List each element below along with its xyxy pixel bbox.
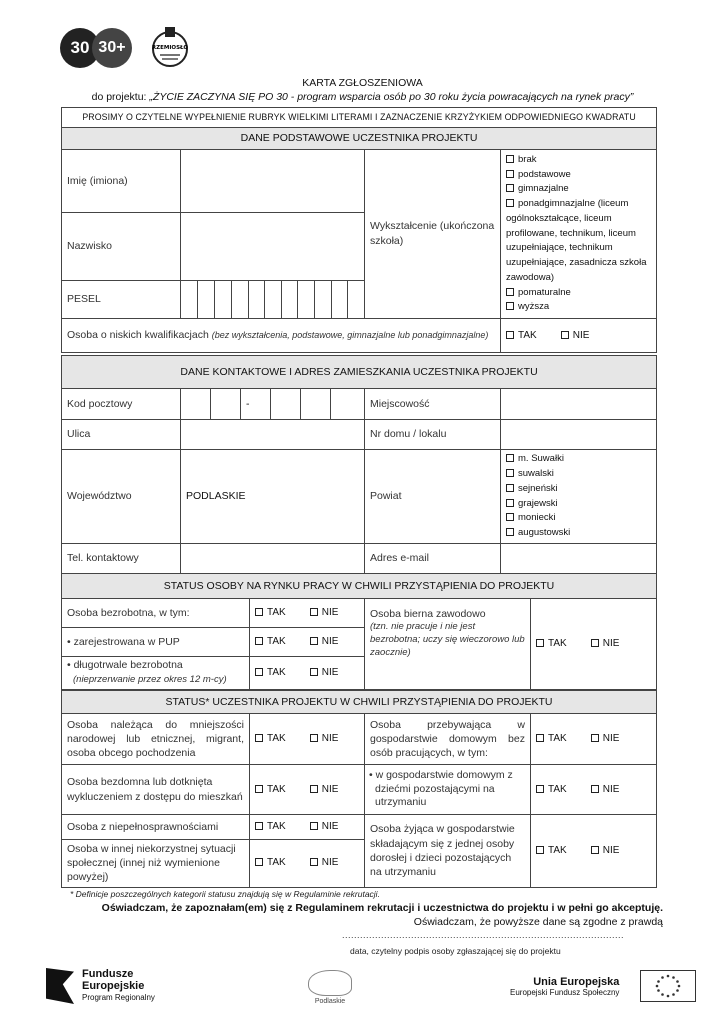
- eu-text-logo: [510, 976, 619, 997]
- disabled-choice: TAK NIE: [250, 815, 365, 840]
- checkbox-yes[interactable]: [255, 785, 263, 793]
- badge-30-plus: 30+: [92, 28, 132, 68]
- registered-choice: TAK NIE: [250, 628, 365, 657]
- jobless-household-choice: TAK NIE: [531, 714, 657, 765]
- basic-data-table: [61, 107, 657, 353]
- pesel-digit[interactable]: [315, 281, 332, 319]
- inactive-note: (tzn. nie pracuje i nie jest bezrobotna; uczy się wieczorowo lub zaocznie): [370, 621, 525, 658]
- last-name-label: Nazwisko: [62, 213, 181, 281]
- county-option[interactable]: augustowski: [506, 526, 651, 541]
- postal-digit[interactable]: [181, 389, 211, 420]
- pesel-digit[interactable]: [198, 281, 215, 319]
- postal-code-label: Kod pocztowy: [62, 389, 181, 420]
- email-field[interactable]: [501, 544, 657, 574]
- checkbox-yes[interactable]: [536, 734, 544, 742]
- instruction-text: PROSIMY O CZYTELNE WYPEŁNIENIE RUBRYK WIELKIMI LITERAMI I ZAZNACZENIE KRZYŻYKIEM ODPOWIEDNIEGO KWADRATU: [62, 108, 657, 128]
- low-qual-label: Osoba o niskich kwalifikacjach: [67, 329, 209, 342]
- declaration-regulations: Oświadczam, że zapoznałam(em) się z Regulaminem rekrutacji i uczestnictwa do projektu i w pełni go akceptuję.: [101, 902, 663, 914]
- project-name: „ŻYCIE ZACZYNA SIĘ PO 30 - program wsparcia osób po 30 roku życia powracających na rynek pracy”: [149, 91, 634, 103]
- participant-status-table: [61, 690, 657, 888]
- low-qualifications-row: [62, 319, 501, 353]
- labour-status-table: [61, 573, 657, 690]
- checkbox-no[interactable]: [310, 822, 318, 830]
- checkbox-yes[interactable]: [255, 668, 263, 676]
- with-children-row: • w gospodarstwie domowym z dziećmi pozostającymi na utrzymaniu: [365, 765, 531, 815]
- checkbox-no[interactable]: [591, 785, 599, 793]
- rzemioslo-text: RZEMIOSŁO: [151, 45, 189, 51]
- minority-choice: TAK NIE: [250, 714, 365, 765]
- pesel-digit[interactable]: [249, 281, 265, 319]
- education-option[interactable]: wyższa: [506, 300, 651, 315]
- pesel-digit[interactable]: [298, 281, 315, 319]
- declaration-truth: Oświadczam, że powyższe dane są zgodne z prawdą: [413, 916, 663, 928]
- checkbox-yes[interactable]: [536, 846, 544, 854]
- low-qual-choice: TAK NIE: [501, 319, 657, 353]
- checkbox-no[interactable]: [310, 637, 318, 645]
- inactive-cell: [365, 599, 531, 690]
- fe-title: Fundusze Europejskie: [82, 968, 145, 993]
- checkbox-yes[interactable]: [255, 608, 263, 616]
- first-name-field[interactable]: [181, 150, 365, 213]
- fundusze-europejskie-logo: [46, 968, 186, 1008]
- checkbox-no[interactable]: [591, 639, 599, 647]
- checkbox-yes[interactable]: [506, 331, 514, 339]
- education-option[interactable]: pomaturalne: [506, 286, 651, 301]
- postal-digit[interactable]: [301, 389, 331, 420]
- checkbox[interactable]: [506, 499, 514, 507]
- county-option[interactable]: moniecki: [506, 511, 651, 526]
- checkbox[interactable]: [506, 170, 514, 178]
- single-adult-label: Osoba żyjąca w gospodarstwie składającym się z jednej osoby dorosłej i dzieci pozostających na utrzymaniu: [365, 815, 531, 888]
- podlaskie-logo: [300, 970, 360, 1010]
- jobless-household-label: Osoba przebywająca w gospodarstwie domowym bez osób pracujących, w tym:: [365, 714, 531, 765]
- checkbox[interactable]: [506, 454, 514, 462]
- checkbox-yes[interactable]: [536, 785, 544, 793]
- education-option[interactable]: brak: [506, 153, 651, 168]
- county-option[interactable]: sejneński: [506, 482, 651, 497]
- minority-label: Osoba należąca do mniejszości narodowej lub etnicznej, migrant, osoba obcego pochodzenia: [62, 714, 250, 765]
- fe-icon: [46, 968, 74, 1004]
- pesel-digit[interactable]: [265, 281, 282, 319]
- pesel-digit[interactable]: [232, 281, 249, 319]
- with-children-choice: TAK NIE: [531, 765, 657, 815]
- unemployed-choice: TAK NIE: [250, 599, 365, 628]
- county-options: [501, 450, 657, 544]
- bison-icon: [308, 970, 352, 996]
- checkbox-no[interactable]: [591, 734, 599, 742]
- checkbox[interactable]: [506, 288, 514, 296]
- bullet-icon: •: [67, 635, 74, 648]
- first-name-label: Imię (imiona): [62, 150, 181, 213]
- single-adult-choice: TAK NIE: [531, 815, 657, 888]
- checkbox-yes[interactable]: [255, 822, 263, 830]
- voivodeship-label: Województwo: [62, 450, 181, 544]
- pesel-digit[interactable]: [332, 281, 348, 319]
- checkbox-no[interactable]: [310, 668, 318, 676]
- disabled-label: Osoba z niepełnosprawnościami: [62, 815, 250, 840]
- inactive-choice: TAK NIE: [531, 599, 657, 690]
- project-logo: [56, 25, 196, 70]
- checkbox[interactable]: [506, 528, 514, 536]
- street-field[interactable]: [181, 420, 365, 450]
- last-name-field[interactable]: [181, 213, 365, 281]
- eu-flag-icon: [640, 970, 696, 1002]
- postal-digit[interactable]: [331, 389, 365, 420]
- bullet-icon: •: [369, 769, 376, 782]
- homeless-choice: TAK NIE: [250, 765, 365, 815]
- other-disadvantaged-choice: TAK NIE: [250, 840, 365, 888]
- house-no-field[interactable]: [501, 420, 657, 450]
- subtitle-prefix: do projektu:: [91, 91, 150, 103]
- street-label: Ulica: [62, 420, 181, 450]
- postal-digit[interactable]: [271, 389, 301, 420]
- section-header-status: STATUS* UCZESTNIKA PROJEKTU W CHWILI PRZYSTĄPIENIA DO PROJEKTU: [62, 691, 657, 714]
- checkbox[interactable]: [506, 155, 514, 163]
- pesel-digit[interactable]: [215, 281, 232, 319]
- city-field[interactable]: [501, 389, 657, 420]
- checkbox-yes[interactable]: [536, 639, 544, 647]
- bullet-icon: •: [67, 659, 74, 672]
- pesel-label: PESEL: [62, 281, 181, 319]
- other-disadvantaged-label: Osoba w innej niekorzystnej sytuacji społecznej (innej niż wymienione powyżej): [62, 840, 250, 888]
- checkbox-yes[interactable]: [255, 858, 263, 866]
- podlaskie-text: Podlaskie: [314, 998, 346, 1005]
- badge-30: 30: [60, 28, 100, 68]
- house-no-label: Nr domu / lokalu: [365, 420, 501, 450]
- unemployed-label: Osoba bezrobotna, w tym:: [62, 599, 250, 628]
- checkbox-no[interactable]: [310, 785, 318, 793]
- section-header-labour: STATUS OSOBY NA RYNKU PRACY W CHWILI PRZYSTĄPIENIA DO PROJEKTU: [62, 574, 657, 599]
- postal-dash: -: [241, 389, 271, 420]
- eu-title: Unia Europejska: [533, 976, 620, 988]
- low-qual-note: (bez wykształcenia, podstawowe, gimnazjalne lub ponadgimnazjalne): [211, 330, 489, 341]
- longterm-row: • długotrwale bezrobotna (nieprzerwanie przez okres 12 m-cy): [62, 657, 250, 690]
- signature-caption: data, czytelny podpis osoby zgłaszającej się do projektu: [350, 946, 561, 956]
- education-options: [501, 150, 657, 319]
- checkbox[interactable]: [506, 513, 514, 521]
- education-option[interactable]: podstawowe: [506, 168, 651, 183]
- form-subtitle: [0, 91, 725, 103]
- city-label: Miejscowość: [365, 389, 501, 420]
- rzemioslo-logo: [150, 25, 190, 70]
- county-option[interactable]: grajewski: [506, 497, 651, 512]
- form-title: KARTA ZGŁOSZENIOWA: [302, 77, 423, 89]
- checkbox[interactable]: [506, 302, 514, 310]
- checkbox[interactable]: [506, 484, 514, 492]
- county-label: Powiat: [365, 450, 501, 544]
- pesel-digit[interactable]: [181, 281, 198, 319]
- county-option[interactable]: m. Suwałki: [506, 452, 651, 467]
- checkbox-no[interactable]: [561, 331, 569, 339]
- education-option[interactable]: gimnazjalne: [506, 182, 651, 197]
- status-footnote: * Definicje poszczególnych kategorii statusu znajdują się w Regulaminie rekrutacji.: [70, 889, 380, 899]
- signature-line[interactable]: ..............................................................................................: [342, 930, 625, 940]
- checkbox[interactable]: [506, 199, 514, 207]
- checkbox-no[interactable]: [591, 846, 599, 854]
- section-header-contact: DANE KONTAKTOWE I ADRES ZAMIESZKANIA UCZESTNIKA PROJEKTU: [62, 356, 657, 389]
- phone-field[interactable]: [181, 544, 365, 574]
- email-label: Adres e-mail: [365, 544, 501, 574]
- education-label: Wykształcenie (ukończona szkoła): [365, 150, 501, 319]
- education-option[interactable]: ponadgimnazjalne (liceum ogólnokształcące, liceum profilowane, technikum, liceum uzupełniające, technikum uzupełniające, zasadnicza szkoła zawodowa): [506, 198, 647, 283]
- county-option[interactable]: suwalski: [506, 467, 651, 482]
- postal-digit[interactable]: [211, 389, 241, 420]
- voivodeship-value: PODLASKIE: [181, 450, 365, 544]
- pesel-digit[interactable]: [348, 281, 365, 319]
- phone-label: Tel. kontaktowy: [62, 544, 181, 574]
- registered-row: • zarejestrowana w PUP: [62, 628, 250, 657]
- longterm-choice: TAK NIE: [250, 657, 365, 690]
- contact-table: [61, 355, 657, 574]
- checkbox-no[interactable]: [310, 858, 318, 866]
- fe-subtitle: Program Regionalny: [82, 993, 155, 1002]
- checkbox-no[interactable]: [310, 608, 318, 616]
- checkbox[interactable]: [506, 184, 514, 192]
- eu-subtitle: Europejski Fundusz Społeczny: [510, 988, 620, 997]
- checkbox-yes[interactable]: [255, 734, 263, 742]
- checkbox[interactable]: [506, 469, 514, 477]
- section-header-basic: DANE PODSTAWOWE UCZESTNIKA PROJEKTU: [62, 128, 657, 150]
- inactive-label: Osoba bierna zawodowo: [370, 608, 486, 620]
- homeless-label: Osoba bezdomna lub dotknięta wykluczeniem z dostępu do mieszkań: [62, 765, 250, 815]
- checkbox-yes[interactable]: [255, 637, 263, 645]
- pesel-digit[interactable]: [282, 281, 298, 319]
- checkbox-no[interactable]: [310, 734, 318, 742]
